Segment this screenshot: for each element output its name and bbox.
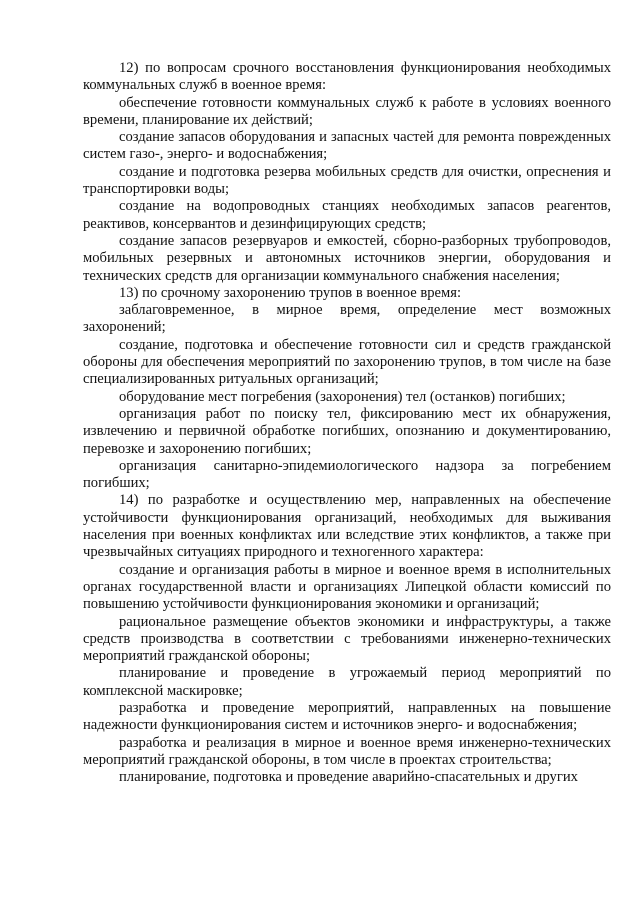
paragraph-item-13-heading: 13) по срочному захоронению трупов в военное время: <box>119 284 462 301</box>
paragraph-item-14-heading: 14) по разработке и осуществлению мер, направленных на обеспечение устойчивости функционирования организаций, необходимых для выживания населения при военных конфликтах или вследствие этих конфликтов, а также при чрезвычайных ситуациях природного и техногенного характера: <box>83 492 611 561</box>
paragraph: заблаговременное, в мирное время, определение мест возможных захоронений; <box>83 302 611 336</box>
paragraph: создание и организация работы в мирное и военное время в исполнительных органах государственной власти и организациях Липецкой области комиссий по повышению устойчивости функционирования экономики и организаций; <box>83 561 611 613</box>
paragraph: разработка и проведение мероприятий, направленных на повышение надежности функционирования систем и источников энерго- и водоснабжения; <box>83 699 611 734</box>
paragraph: планирование и проведение в угрожаемый период мероприятий по комплексной маскировке; <box>83 665 611 699</box>
paragraph: разработка и реализация в мирное и военное время инженерно-технических мероприятий гражданской обороны, в том числе в проектах строительства; <box>83 734 611 768</box>
paragraph: организация санитарно-эпидемиологического надзора за погребением погибших; <box>83 457 611 492</box>
paragraph: создание и подготовка резерва мобильных средств для очистки, опреснения и транспортировки воды; <box>83 163 611 198</box>
paragraph-item-12-heading: 12) по вопросам срочного восстановления функционирования необходимых коммунальных служб в военное время: <box>83 60 611 94</box>
document-body <box>83 60 611 786</box>
paragraph: создание, подготовка и обеспечение готовности сил и средств гражданской обороны для обеспечения мероприятий по захоронению трупов, в том числе на базе специализированных ритуальных организаций; <box>83 336 611 388</box>
paragraph: организация работ по поиску тел, фиксированию мест их обнаружения, извлечению и первичной обработке погибших, опознанию и документированию, перевозке и захоронению погибших; <box>83 405 611 457</box>
paragraph: обеспечение готовности коммунальных служб к работе в условиях военного времени, планирование их действий; <box>83 94 611 128</box>
paragraph: оборудование мест погребения (захоронения) тел (останков) погибших; <box>119 388 566 405</box>
paragraph: создание запасов оборудования и запасных частей для ремонта поврежденных систем газо-, энерго- и водоснабжения; <box>83 129 611 163</box>
paragraph: рациональное размещение объектов экономики и инфраструктуры, а также средств производства в соответствии с требованиями инженерно-технических мероприятий гражданской обороны; <box>83 613 611 665</box>
paragraph: создание запасов резервуаров и емкостей, сборно-разборных трубопроводов, мобильных резервных и автономных источников энергии, оборудования и технических средств для организации коммунального снабжения населения; <box>83 232 611 284</box>
paragraph: планирование, подготовка и проведение аварийно-спасательных и других <box>119 769 578 786</box>
paragraph: создание на водопроводных станциях необходимых запасов реагентов, реактивов, консервантов и дезинфицирующих средств; <box>83 198 611 232</box>
